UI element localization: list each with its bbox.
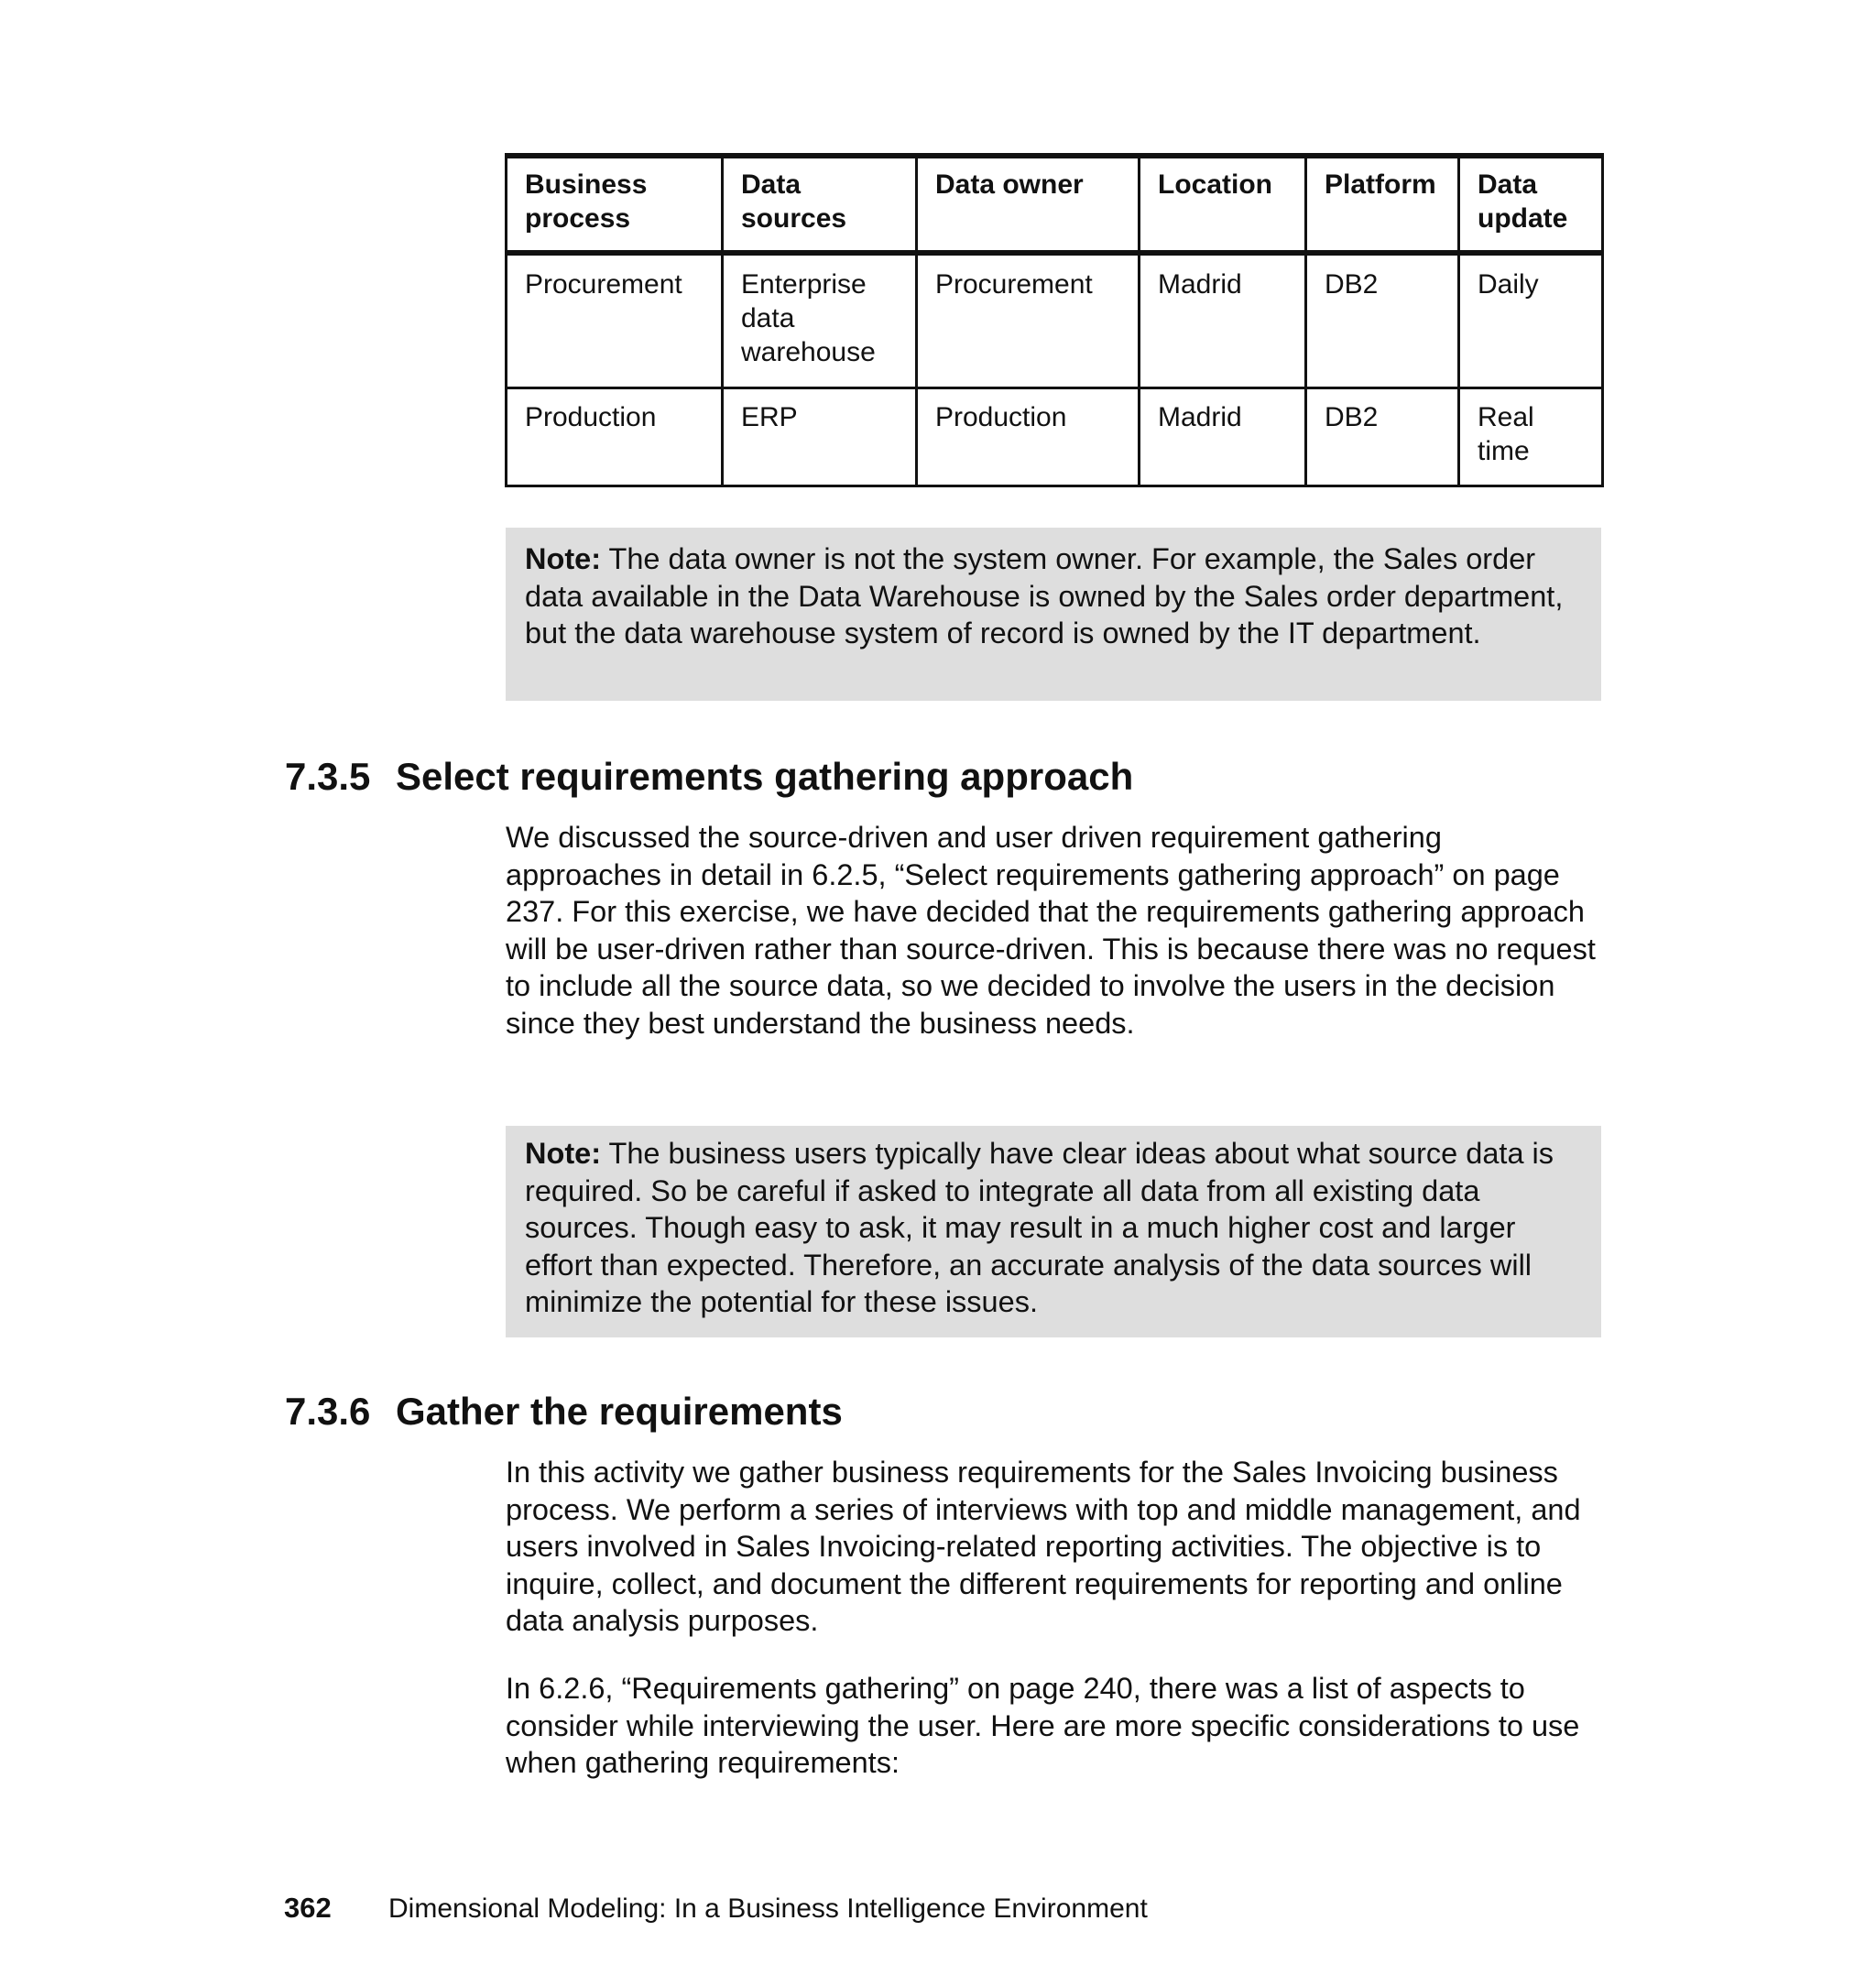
table-cell: Production bbox=[917, 388, 1140, 486]
table-header-row bbox=[507, 156, 1603, 253]
section-number: 7.3.6 bbox=[285, 1390, 371, 1433]
table-cell: DB2 bbox=[1306, 388, 1459, 486]
table-header-cell: Data update bbox=[1459, 156, 1603, 253]
page-footer bbox=[284, 1891, 1148, 1926]
body-paragraph: In this activity we gather business requirements for the Sales Invoicing business process. We perform a series of interviews with top and middle management, and users involved in Sales Invoicing-related reporting activities. The objective is to inquire, collect, and document the different requirements for reporting and online data analysis purposes. bbox=[506, 1456, 1581, 1637]
table-row bbox=[507, 388, 1603, 486]
table-cell: Procurement bbox=[917, 253, 1140, 388]
table-cell: Production bbox=[507, 388, 723, 486]
note-label: Note: bbox=[525, 1137, 602, 1170]
note-box bbox=[506, 528, 1601, 701]
note-text: The business users typically have clear ideas about what source data is required. So be careful if asked to integrate all data from all existing data sources. Though easy to ask, it may result in a much higher cost and larger effort than expected. Therefore, an accurate analysis of the data sources will minimize the potential for these issues. bbox=[525, 1137, 1554, 1318]
table-header-cell: Location bbox=[1140, 156, 1306, 253]
section-number: 7.3.5 bbox=[285, 755, 371, 798]
table-header-cell: Data sources bbox=[723, 156, 917, 253]
data-sources-table bbox=[505, 153, 1604, 487]
section-title: Select requirements gathering approach bbox=[396, 755, 1134, 798]
table-cell: Procurement bbox=[507, 253, 723, 388]
section-title: Gather the requirements bbox=[396, 1390, 843, 1433]
body-paragraph: We discussed the source-driven and user driven requirement gathering approaches in detail in 6.2.5, “Select requirements gathering approach” on page 237. For this exercise, we have decided that the requirements gathering approach will be user-driven rather than source-driven. This is because there was no request to include all the source data, so we decided to involve the users in the decision since they best understand the business needs. bbox=[506, 821, 1596, 1040]
table-cell: ERP bbox=[723, 388, 917, 486]
body-paragraph: In 6.2.6, “Requirements gathering” on page 240, there was a list of aspects to consider while interviewing the user. Here are more specific considerations to use when gathering requirements: bbox=[506, 1672, 1580, 1779]
note-label: Note: bbox=[525, 542, 602, 575]
note-text: The data owner is not the system owner. For example, the Sales order data available in the Data Warehouse is owned by the Sales order department, but the data warehouse system of record is owned by the IT department. bbox=[525, 542, 1564, 649]
note-box bbox=[506, 1126, 1601, 1337]
book-title: Dimensional Modeling: In a Business Intelligence Environment bbox=[388, 1893, 1148, 1924]
table-cell: Madrid bbox=[1140, 253, 1306, 388]
table-header-cell: Data owner bbox=[917, 156, 1140, 253]
section-heading bbox=[285, 753, 1133, 801]
table-cell: Daily bbox=[1459, 253, 1603, 388]
page-number: 362 bbox=[284, 1892, 332, 1924]
table-cell: DB2 bbox=[1306, 253, 1459, 388]
table-header-cell: Platform bbox=[1306, 156, 1459, 253]
table-row bbox=[507, 253, 1603, 388]
table-cell: Enterprise data warehouse bbox=[723, 253, 917, 388]
table-header-cell: Business process bbox=[507, 156, 723, 253]
table-cell: Madrid bbox=[1140, 388, 1306, 486]
section-heading bbox=[285, 1388, 843, 1435]
table-cell: Real time bbox=[1459, 388, 1603, 486]
